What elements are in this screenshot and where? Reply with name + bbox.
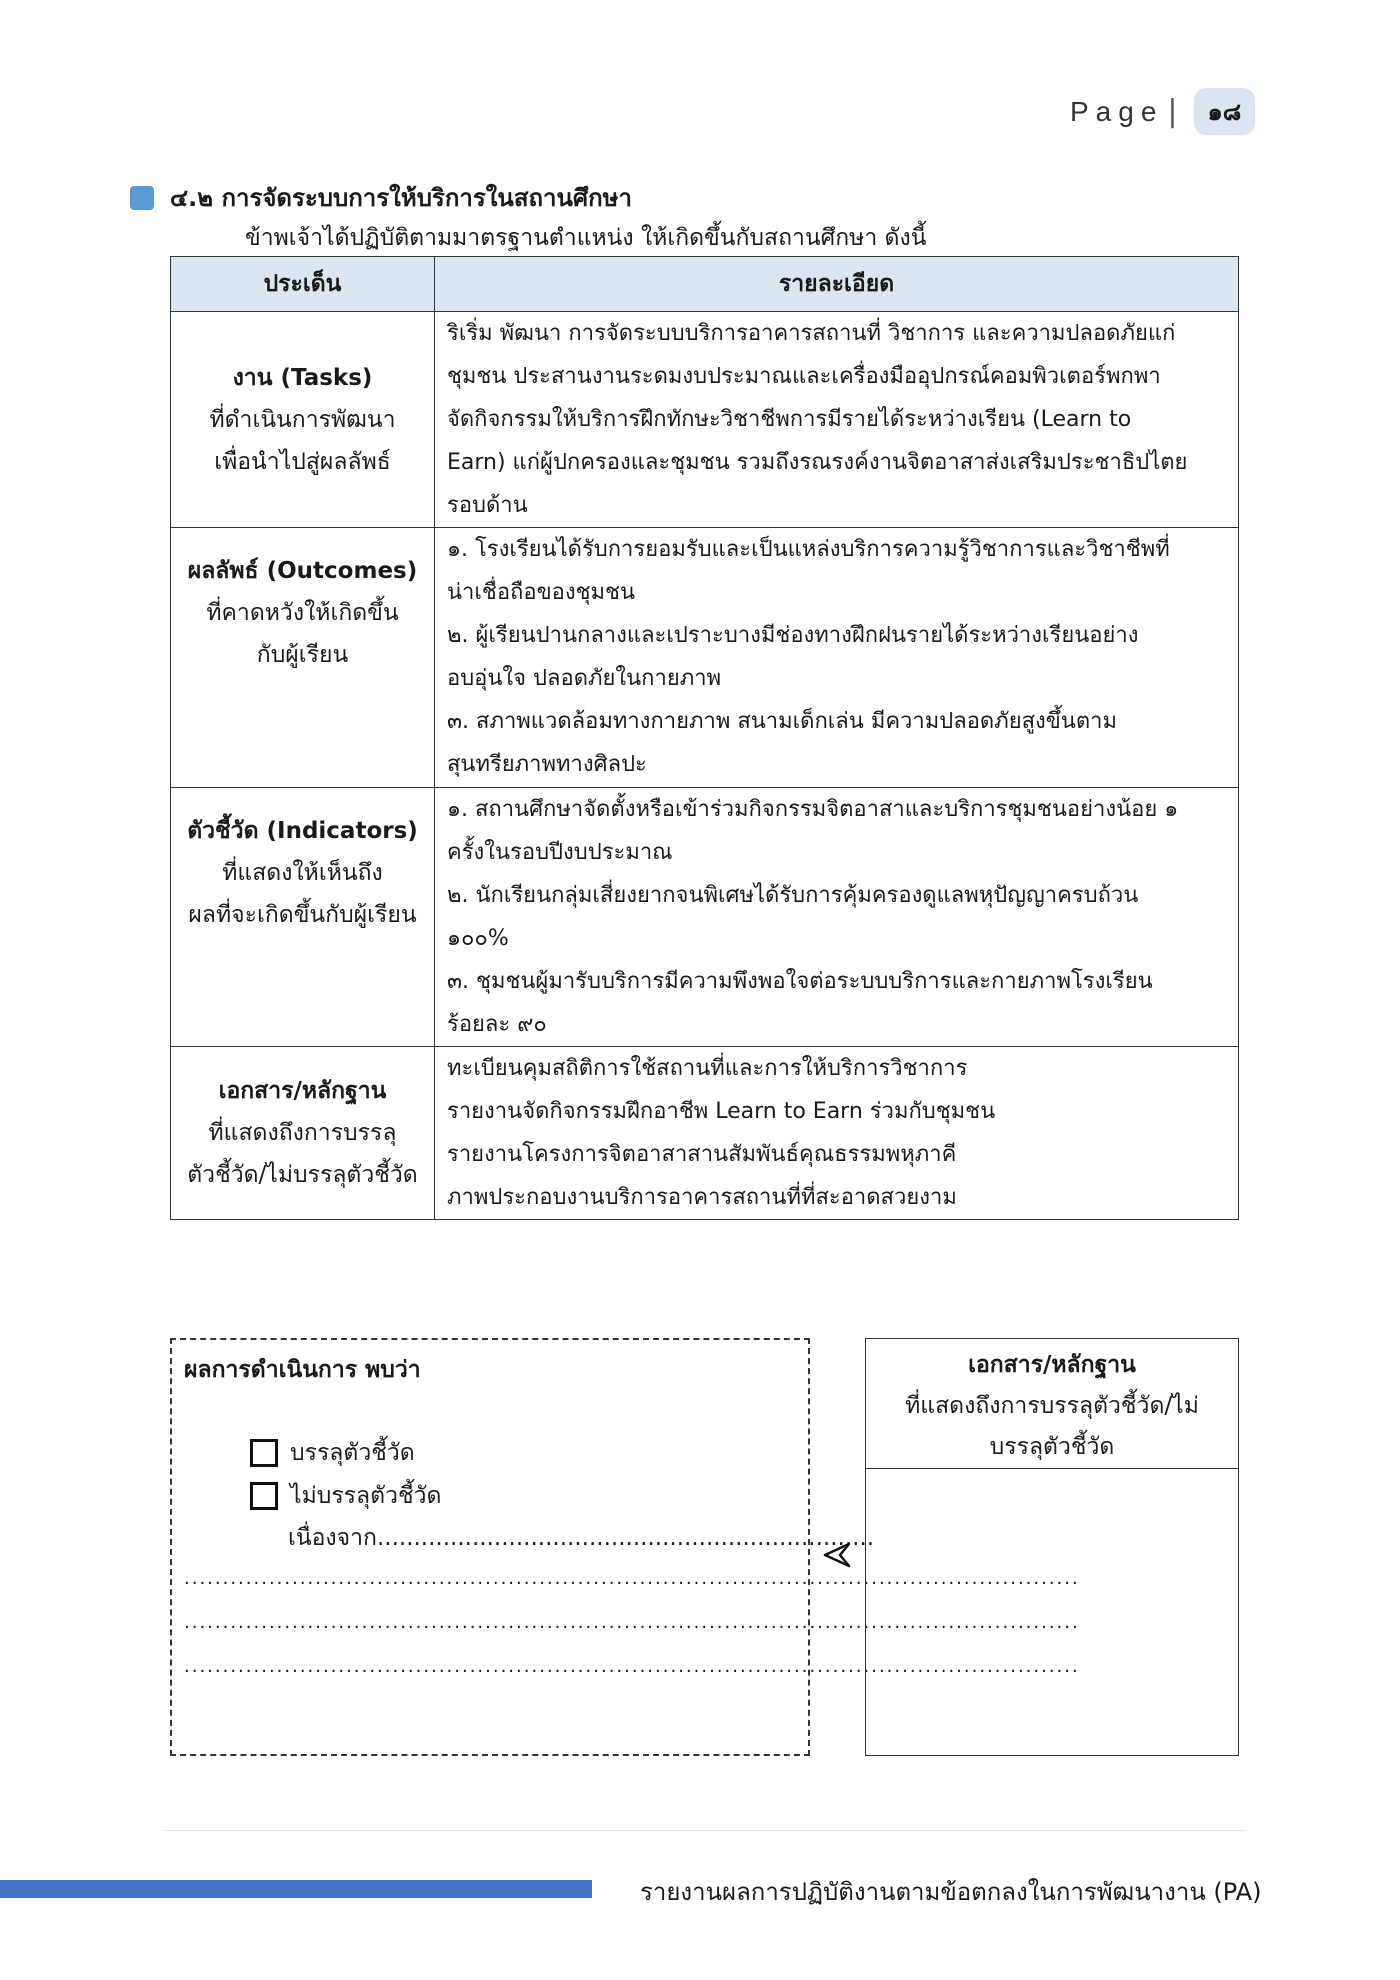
section-intro: ข้าพเจ้าได้ปฏิบัติตามมาตรฐานตำแหน่ง ให้เกิดขึ้นกับสถานศึกษา ดังนี้ — [245, 225, 927, 251]
dotted-line: .................................................................................................................... — [184, 1612, 1080, 1633]
label-line: ที่คาดหวังให้เกิดขึ้น — [206, 600, 399, 626]
detail-line: Earn) แก่ผู้ปกครองและชุมชน รวมถึงรณรงค์งานจิตอาสาส่งเสริมประชาธิปไตย — [447, 450, 1188, 475]
evidence-subtitle: ที่แสดงถึงการบรรลุตัวชี้วัด/ไม่ — [905, 1393, 1199, 1419]
detail-line: ๒. นักเรียนกลุ่มเสี่ยงยากจนพิเศษได้รับการคุ้มครองดูแลพหุปัญญาครบถ้วน — [447, 883, 1139, 908]
detail-line: ชุมชน ประสานงานระดมงบประมาณและเครื่องมืออุปกรณ์คอมพิวเตอร์พกพา — [447, 364, 1161, 389]
details-evidence — [435, 1047, 1239, 1220]
label-line: ตัวชี้วัด/ไม่บรรลุตัวชี้วัด — [187, 1162, 418, 1188]
label-indicators — [171, 788, 435, 1047]
section-title-text: ๔.๒ การจัดระบบการให้บริการในสถานศึกษา — [170, 184, 632, 212]
detail-line: ร้อยละ ๙๐ — [447, 1012, 547, 1037]
label-title: ตัวชี้วัด (Indicators) — [187, 818, 418, 844]
result-title: ผลการดำเนินการ พบว่า — [184, 1357, 421, 1383]
page-header — [1070, 88, 1255, 135]
table-header-row — [171, 257, 1239, 312]
details-outcomes — [435, 528, 1239, 788]
label-evidence — [171, 1047, 435, 1220]
footer-divider — [165, 1830, 1245, 1831]
evidence-title: เอกสาร/หลักฐาน — [968, 1352, 1136, 1378]
label-line: ที่แสดงให้เห็นถึง — [222, 860, 383, 886]
dotted-line: .................................................................................................................... — [184, 1656, 1080, 1677]
label-line: ผลที่จะเกิดขึ้นกับผู้เรียน — [188, 902, 417, 928]
details-tasks — [435, 312, 1239, 528]
label-title: งาน (Tasks) — [232, 364, 373, 391]
table-row-tasks — [171, 312, 1239, 528]
detail-line: ๑. โรงเรียนได้รับการยอมรับและเป็นแหล่งบริการความรู้วิชาการและวิชาชีพที่ — [447, 537, 1170, 562]
option-not-achieved-label: ไม่บรรลุตัวชี้วัด — [290, 1483, 442, 1509]
detail-line: ภาพประกอบงานบริการอาคารสถานที่ที่สะอาดสวยงาม — [447, 1185, 957, 1210]
detail-line: ๒. ผู้เรียนปานกลางและเปราะบางมีช่องทางฝึกฝนรายได้ระหว่างเรียนอย่าง — [447, 623, 1139, 648]
table-row-evidence — [171, 1047, 1239, 1220]
checkbox-achieved[interactable] — [250, 1439, 278, 1467]
detail-line: อบอุ่นใจ ปลอดภัยในกายภาพ — [447, 666, 722, 691]
section-title — [130, 178, 632, 217]
option-achieved-label: บรรลุตัวชี้วัด — [290, 1440, 415, 1466]
detail-line: รอบด้าน — [447, 493, 528, 518]
evidence-header — [866, 1339, 1238, 1469]
detail-line: ทะเบียนคุมสถิติการใช้สถานที่และการให้บริการวิชาการ — [447, 1056, 968, 1081]
detail-line: ๑๐๐% — [447, 926, 509, 951]
detail-line: ครั้งในรอบปีงบประมาณ — [447, 840, 673, 865]
detail-line: จัดกิจกรรมให้บริการฝึกทักษะวิชาชีพการมีรายได้ระหว่างเรียน (Learn to — [447, 407, 1132, 432]
footer-bar — [0, 1880, 592, 1898]
detail-line: ริเริ่ม พัฒนา การจัดระบบบริการอาคารสถานที่ วิชาการ และความปลอดภัยแก่ — [447, 321, 1176, 346]
dotted-line: .................................................................................................................... — [184, 1568, 1080, 1589]
label-outcomes — [171, 528, 435, 788]
detail-line: ๓. ชุมชนผู้มารับบริการมีความพึงพอใจต่อระบบบริการและกายภาพโรงเรียน — [447, 969, 1153, 994]
table-row-outcomes — [171, 528, 1239, 788]
pa-table — [170, 256, 1239, 1220]
label-title: เอกสาร/หลักฐาน — [218, 1078, 387, 1104]
arrow-left-icon — [822, 1540, 852, 1570]
detail-line: รายงานโครงการจิตอาสาสานสัมพันธ์คุณธรรมพหุภาคี — [447, 1142, 957, 1167]
table-row-indicators — [171, 788, 1239, 1047]
because-line: เนื่องจาก.................................................................... — [288, 1525, 875, 1551]
header-topic: ประเด็น — [171, 257, 435, 312]
label-line: ที่ดำเนินการพัฒนา — [209, 406, 396, 433]
label-line: เพื่อนำไปสู่ผลลัพธ์ — [214, 448, 391, 475]
option-not-achieved[interactable] — [250, 1478, 441, 1514]
label-tasks — [171, 312, 435, 528]
detail-line: น่าเชื่อถือของชุมชน — [447, 580, 635, 605]
page-separator: | — [1167, 94, 1178, 129]
footer-text: รายงานผลการปฏิบัติงานตามข้อตกลงในการพัฒนางาน (PA) — [640, 1878, 1262, 1906]
page-number: ๑๘ — [1194, 88, 1256, 135]
detail-line: ๑. สถานศึกษาจัดตั้งหรือเข้าร่วมกิจกรรมจิตอาสาและบริการชุมชนอย่างน้อย ๑ — [447, 797, 1179, 822]
square-bullet-icon — [130, 186, 154, 210]
detail-line: สุนทรียภาพทางศิลปะ — [447, 752, 647, 777]
page-word: Page — [1070, 95, 1164, 127]
detail-line: รายงานจัดกิจกรรมฝึกอาชีพ Learn to Earn ร่วมกับชุมชน — [447, 1099, 996, 1124]
option-achieved[interactable] — [250, 1435, 415, 1471]
evidence-box — [865, 1338, 1239, 1756]
evidence-subtitle: บรรลุตัวชี้วัด — [989, 1434, 1115, 1460]
header-details: รายละเอียด — [435, 257, 1239, 312]
checkbox-not-achieved[interactable] — [250, 1482, 278, 1510]
detail-line: ๓. สภาพแวดล้อมทางกายภาพ สนามเด็กเล่น มีความปลอดภัยสูงขึ้นตาม — [447, 709, 1117, 734]
details-indicators — [435, 788, 1239, 1047]
label-line: ที่แสดงถึงการบรรลุ — [208, 1120, 397, 1146]
label-title: ผลลัพธ์ (Outcomes) — [187, 558, 418, 584]
label-line: กับผู้เรียน — [256, 642, 349, 668]
